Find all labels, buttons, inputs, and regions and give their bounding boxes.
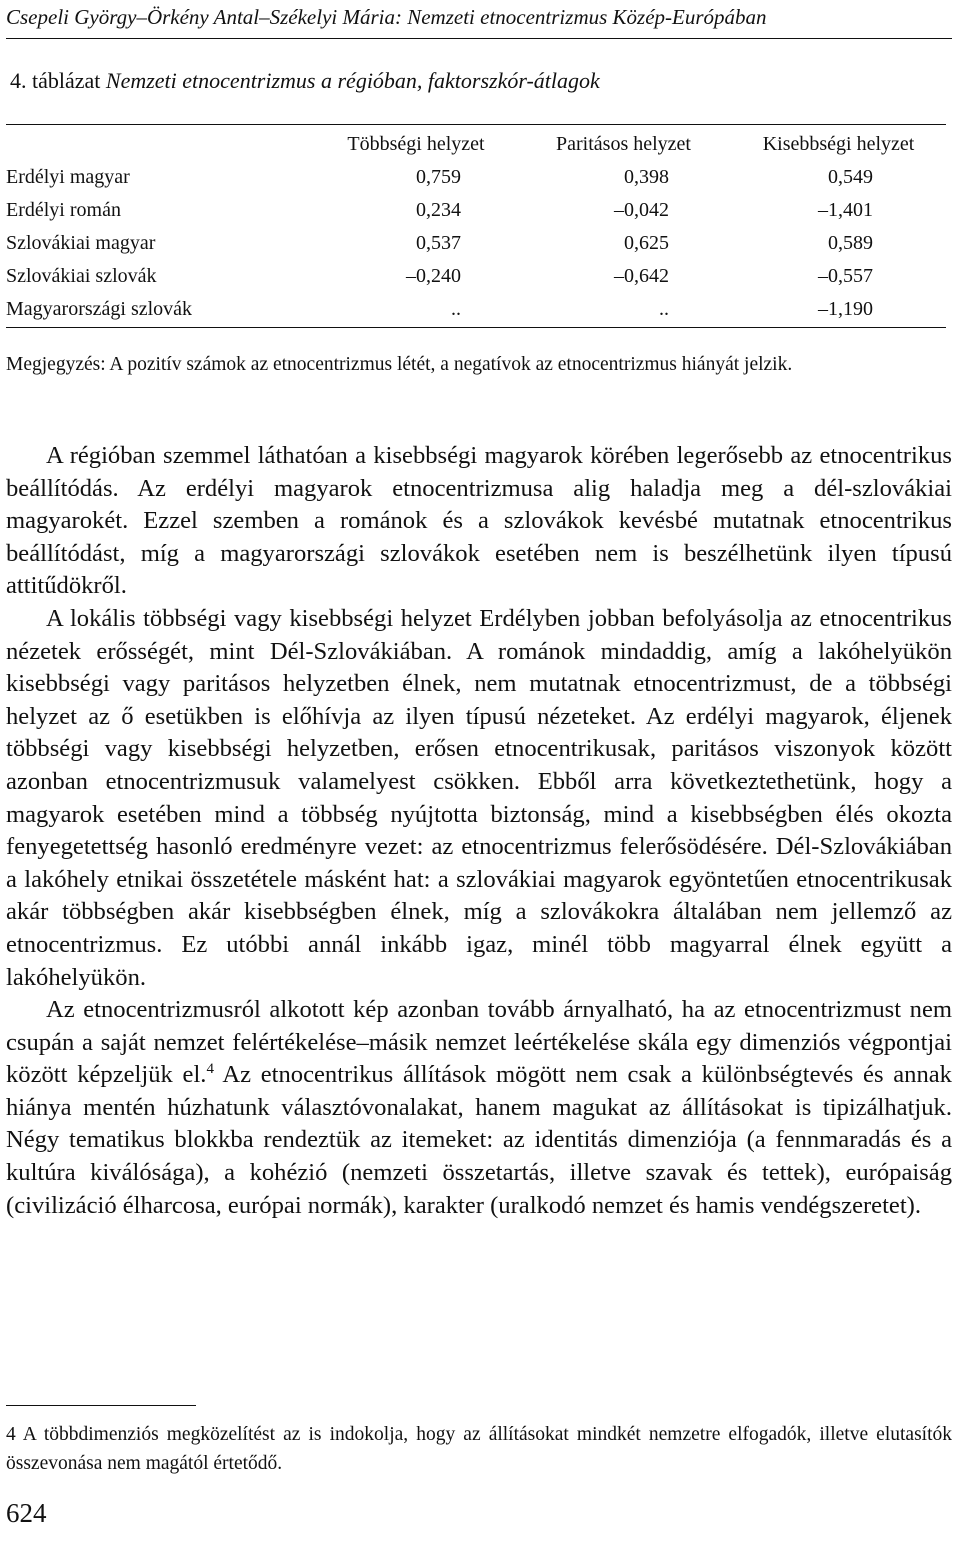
column-header-majority: Többségi helyzet	[347, 133, 485, 155]
data-table	[6, 128, 946, 326]
table-row	[6, 227, 946, 260]
row-label: Magyarországi szlovák	[6, 298, 193, 320]
page-number: 624	[6, 1498, 47, 1528]
paragraph-text: Az etnocentrizmusról alkotott kép azonban tovább árnyalható, ha az etnocentrizmust nem csupán a saját nemzet felértékelése–másik nemzet leértékelése skála egy dimenziós végpontjai között képzeljük el.	[6, 996, 952, 1089]
cell-parity: ..	[659, 298, 669, 320]
running-header: Csepeli György–Örkény Antal–Székelyi Mária: Nemzeti etnocentrizmus Közép-Európában	[6, 5, 767, 29]
footnote: 4 A többdimenziós megközelítést az is indokolja, hogy az állításokat mindkét nemzetre elfogadók, illetve elutasítók összevonása nem magától értetődő.	[6, 1424, 952, 1474]
table-title: Nemzeti etnocentrizmus a régióban, faktorszkór-átlagok	[105, 68, 600, 93]
table-number: 4. táblázat	[10, 68, 101, 93]
cell-parity: –0,642	[614, 265, 669, 287]
table-bottom-rule	[6, 327, 946, 328]
column-header-minority: Kisebbségi helyzet	[762, 133, 915, 155]
table-row	[6, 161, 946, 194]
cell-minority: –1,190	[818, 298, 873, 320]
cell-majority: 0,234	[416, 199, 461, 221]
footnote-rule	[6, 1405, 196, 1406]
paragraph-text: Az etnocentrikus állítások mögött nem csak a különbségtevés és annak hiánya mentén húzhatunk választóvonalakat, hanem magukat az állításokat is tipizálhatjuk. Négy tematikus blokkba rendeztük az itemeket: az identitás dimenziója (a fennmaradás és a kultúra kiválósága), a kohézió (nemzeti összetartás, illetve szavak és tettek), európaiság (civilizáció élharcosa, európai normák), karakter (uralkodó nemzet és hamis vendégszeretet).	[6, 1061, 952, 1219]
cell-parity: 0,398	[624, 166, 669, 188]
cell-parity: 0,625	[624, 232, 669, 254]
paragraph	[6, 994, 952, 1222]
table-row	[6, 293, 946, 326]
footnote-reference[interactable]: 4	[206, 1061, 214, 1078]
table-top-rule	[6, 124, 946, 125]
cell-majority: –0,240	[406, 265, 461, 287]
cell-minority: 0,549	[828, 166, 873, 188]
cell-majority: 0,759	[416, 166, 461, 188]
cell-majority: ..	[451, 298, 461, 320]
table-caption	[10, 67, 600, 95]
column-header-empty	[6, 128, 316, 161]
paragraph: A régióban szemmel láthatóan a kisebbségi magyarok körében legerősebb az etnocentrikus beállítódás. Az erdélyi magyarok etnocentrizmusa alig haladja meg a dél-szlovákiai magyarokét. Ezzel szemben a románok és a szlovákok kevésbé mutatnak etnocentrikus beállítódást, míg a magyarországi szlovákok esetében nem is beszélhetünk ilyen típusú attitűdökről.	[6, 442, 952, 600]
row-label: Erdélyi román	[6, 199, 121, 221]
cell-minority: –0,557	[818, 265, 873, 287]
row-label: Erdélyi magyar	[6, 166, 130, 188]
header-rule	[6, 38, 952, 39]
paragraph: A lokális többségi vagy kisebbségi helyzet Erdélyben jobban befolyásolja az etnocentrikus nézetek erősségét, mint Dél-Szlovákiában. A románok mindaddig, amíg a lakóhelyükön kisebbségi vagy paritásos helyzetben élnek, nem mutatnak etnocentrizmust, de a többségi helyzet az ő esetükben is előhívja az ilyen típusú nézeteket. Az erdélyi magyarok, éljenek többségi vagy kisebbségi helyzetben, erősen etnocentrikusak, paritásos viszonyok között azonban etnocentrizmusuk valamelyest csökken. Ebből arra következtethetünk, hogy a magyarok esetében mind a többség nyújtotta biztonság, mind a kisebbségben élés okozta fenyegetettség hasonló eredményre vezet: az etnocentrizmus felerősödésére. Dél-Szlovákiában a lakóhely etnikai összetétele másként hat: a szlovákiai magyarok egyöntetűen etnocentrikusak akár többségben akár kisebbségben élnek, míg a szlovákokra általában nem jellemző az etnocentrizmus. Ez utóbbi annál inkább igaz, minél több magyarral élnek együtt a lakóhelyükön.	[6, 604, 952, 991]
body-text	[6, 440, 952, 1222]
cell-minority: 0,589	[828, 232, 873, 254]
cell-parity: –0,042	[614, 199, 669, 221]
cell-majority: 0,537	[416, 232, 461, 254]
cell-minority: –1,401	[818, 199, 873, 221]
row-label: Szlovákiai magyar	[6, 232, 156, 254]
table-note: Megjegyzés: A pozitív számok az etnocentrizmus létét, a negatívok az etnocentrizmus hiányát jelzik.	[6, 354, 793, 375]
row-label: Szlovákiai szlovák	[6, 265, 157, 287]
table-header-row	[6, 128, 946, 161]
table-row	[6, 260, 946, 293]
table-row	[6, 194, 946, 227]
column-header-parity: Paritásos helyzet	[556, 133, 691, 155]
